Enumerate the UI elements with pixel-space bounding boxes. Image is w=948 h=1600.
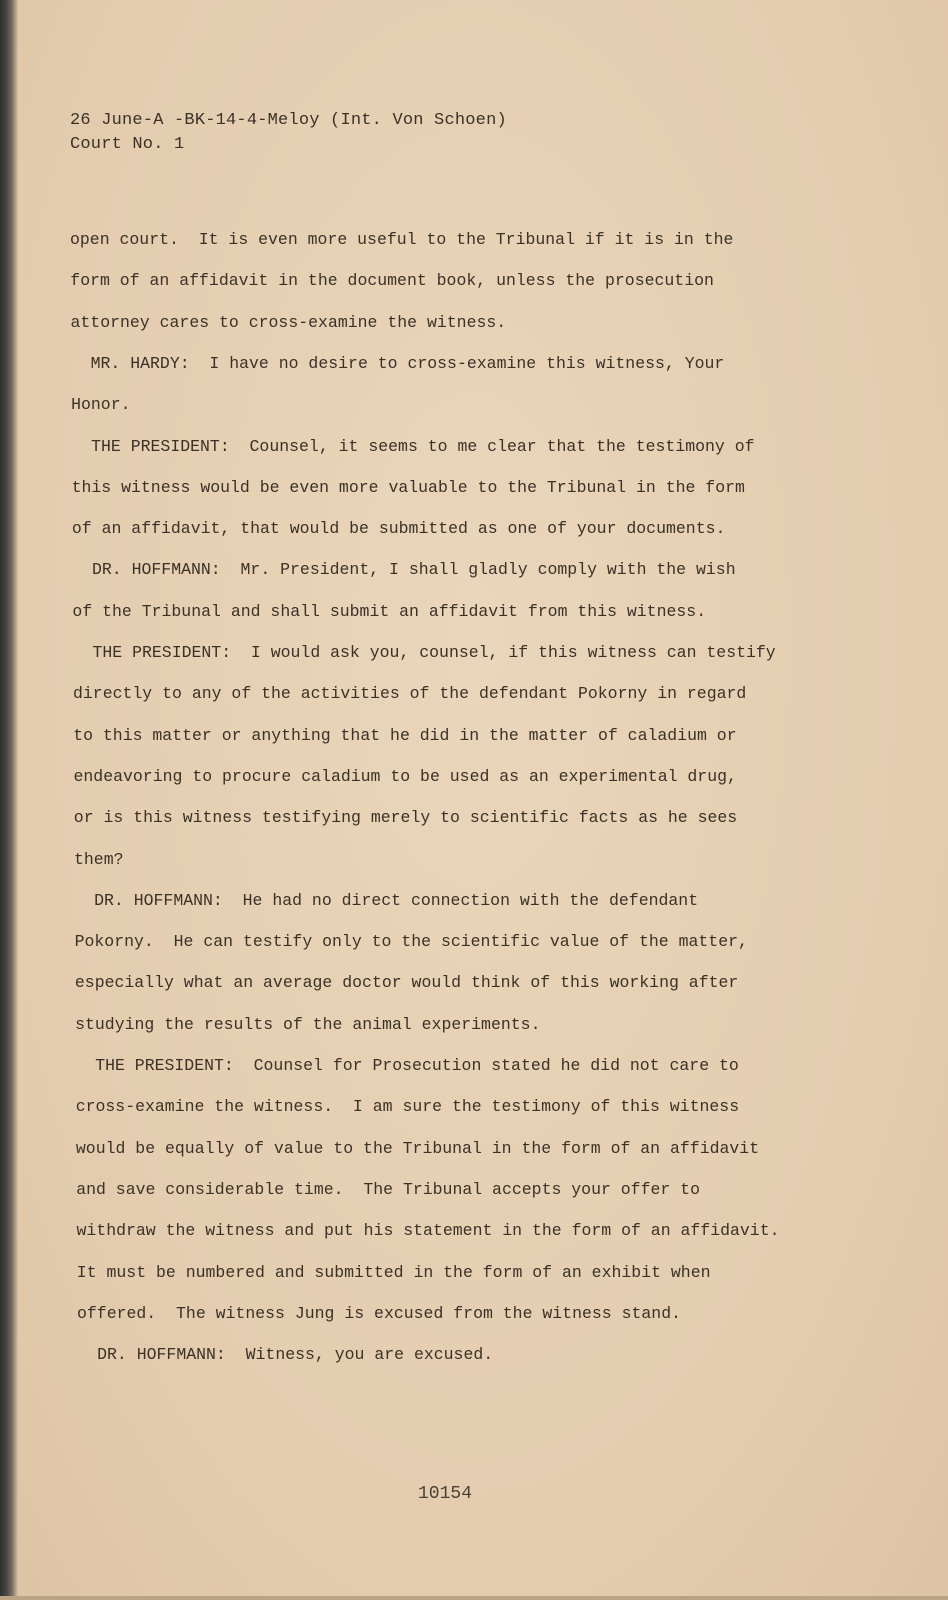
transcript-line: and save considerable time. The Tribunal accepts your offer to: [76, 1179, 700, 1199]
transcript-line: of the Tribunal and shall submit an affidavit from this witness.: [72, 601, 707, 621]
transcript-line: directly to any of the activities of the defendant Pokorny in regard: [73, 684, 747, 704]
binding-edge: [0, 0, 18, 1600]
transcript-line: MR. HARDY: I have no desire to cross-examine this witness, Your: [70, 353, 725, 373]
transcript-line: THE PRESIDENT: I would ask you, counsel, if this witness can testify: [72, 643, 776, 662]
transcript-line: or is this witness testifying merely to scientific facts as he sees: [73, 808, 738, 828]
transcript-line: cross-examine the witness. I am sure the testimony of this witness: [75, 1097, 740, 1117]
transcript-line: form of an affidavit in the document book, unless the prosecution: [70, 271, 714, 291]
page-number: 10154: [418, 1484, 473, 1504]
transcript-line: open court. It is even more useful to the Tribunal if it is in the: [70, 230, 734, 249]
transcript-line: of an affidavit, that would be submitted as one of your documents.: [71, 519, 726, 539]
transcript-line: withdraw the witness and put his statement in the form of an affidavit.: [76, 1221, 780, 1241]
transcript-line: DR. HOFFMANN: Mr. President, I shall gladly comply with the wish: [72, 560, 736, 580]
transcript-line: Honor.: [71, 395, 131, 415]
transcript-line: this witness would be even more valuable to the Tribunal in the form: [71, 477, 745, 497]
transcript-line: attorney cares to cross-examine the witness.: [70, 312, 507, 332]
transcript-line: THE PRESIDENT: Counsel, it seems to me clear that the testimony of: [71, 436, 755, 456]
transcript-line: DR. HOFFMANN: Witness, you are excused.: [77, 1345, 494, 1365]
transcript-line: them?: [74, 849, 124, 869]
transcript-line: offered. The witness Jung is excused from the witness stand.: [77, 1303, 681, 1323]
transcript-line: would be equally of value to the Tribunal in the form of an affidavit: [75, 1138, 760, 1158]
header-case-line: 26 June-A -BK-14-4-Meloy (Int. Von Schoen): [70, 111, 507, 130]
transcript-line: to this matter or anything that he did in the matter of caladium or: [73, 725, 737, 745]
transcript-line: endeavoring to procure caladium to be used as an experimental drug,: [73, 766, 737, 786]
transcript-line: DR. HOFFMANN: He had no direct connection with the defendant: [74, 890, 699, 910]
bottom-edge: [0, 1596, 948, 1600]
transcript-line: especially what an average doctor would think of this working after: [74, 973, 739, 993]
header-court-line: Court No. 1: [70, 135, 185, 154]
transcript-line: studying the results of the animal experiments.: [75, 1014, 541, 1034]
transcript-line: THE PRESIDENT: Counsel for Prosecution stated he did not care to: [75, 1056, 739, 1075]
transcript-line: Pokorny. He can testify only to the scientific value of the matter,: [74, 932, 748, 952]
transcript-line: It must be numbered and submitted in the form of an exhibit when: [76, 1262, 711, 1282]
